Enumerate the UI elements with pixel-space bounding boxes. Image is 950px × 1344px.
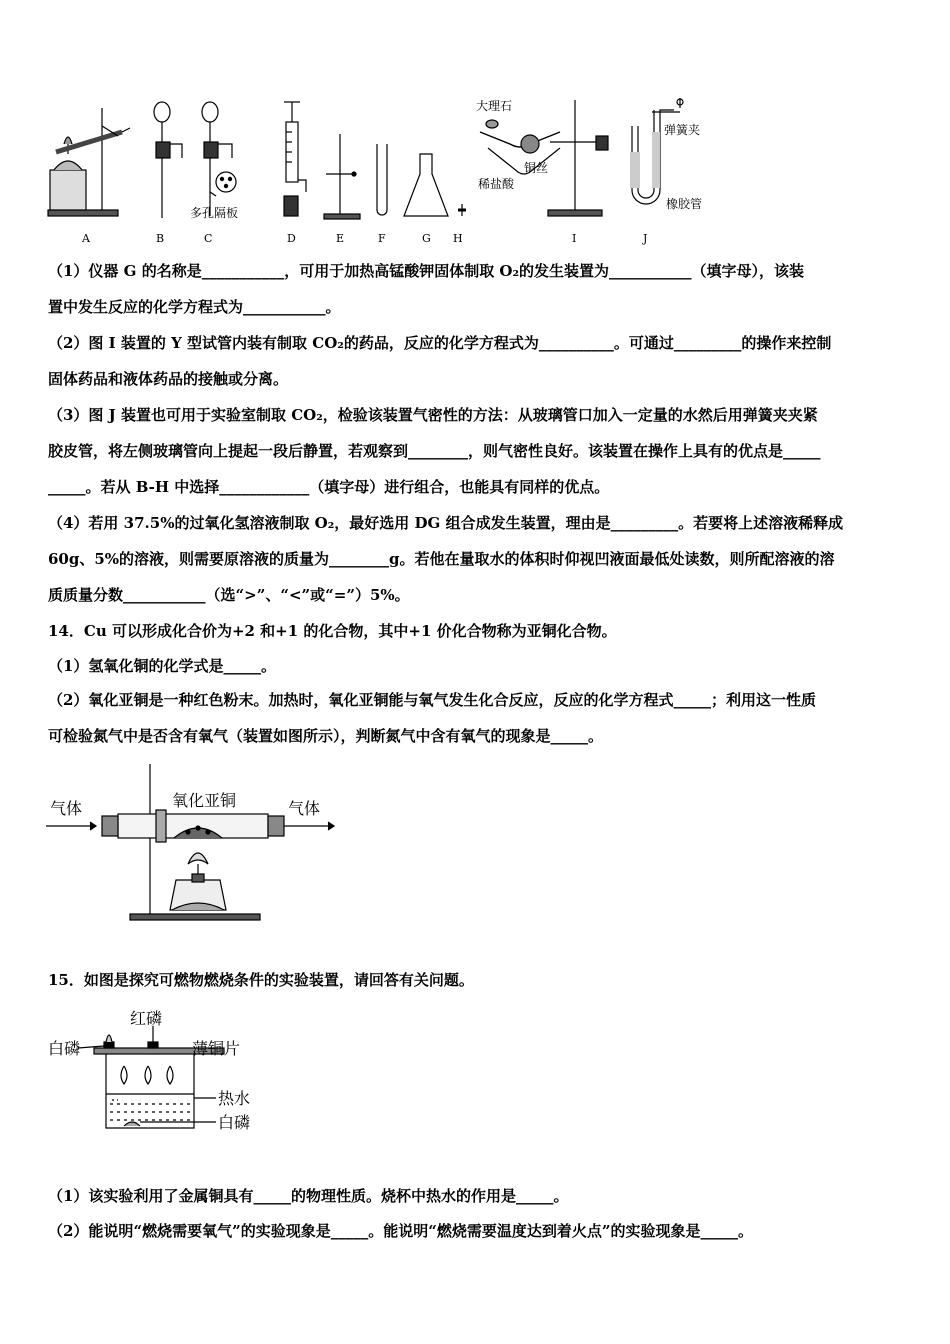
apparatus-g [404,154,448,216]
q13-part3-line2: 胶皮管，将左侧玻璃管向上提起一段后静置，若观察到________，则气密性良好。该装置在操作上具有的优点是_____ [48,442,821,460]
label-j: J [643,232,648,245]
label-d: D [287,232,296,245]
q15-part1: （1）该实验利用了金属铜具有_____的物理性质。烧杯中热水的作用是_____。 [48,1187,569,1205]
label-g: G [422,232,431,245]
q13-part4-line2: 60g、5%的溶液，则需要原溶液的质量为________g。若他在量取水的体积时仰视凹液面最低处读数，则所配溶液的溶 [48,550,835,568]
label-i: I [572,232,577,245]
q13-part1-line1: （1）仪器 G 的名称是___________，可用于加热高锰酸钾固体制取 O₂的发生装置为___________（填字母），该装 [48,262,805,280]
label-c: C [204,232,213,245]
label-spring-clip: 弹簧夹 [664,123,701,137]
q13-part2-line2: 固体药品和液体药品的接触或分离。 [48,370,289,388]
q13-part4-line1: （4）若用 37.5%的过氧化氢溶液制取 O₂，最好选用 DG 组合成发生装置，理由是_________。若要将上述溶液稀释成 [48,514,844,532]
label-dilute-hcl: 稀盐酸 [478,177,515,191]
q13-part3-line1: （3）图 J 装置也可用于实验室制取 CO₂，检验该装置气密性的方法：从玻璃管口加入一定量的水然后用弹簧夹夹紧 [48,406,818,424]
q13-part1-line2: 置中发生反应的化学方程式为___________。 [48,298,341,316]
q15-part2: （2）能说明“燃烧需要氧气”的实验现象是_____。能说明“燃烧需要温度达到着火点”的实验现象是_____。 [48,1222,753,1240]
hot-water-label: 热水 [218,1089,251,1108]
label-rubber-tube: 橡胶管 [666,197,703,211]
q13-part2-line1: （2）图 I 装置的 Y 型试管内装有制取 CO₂的药品，反应的化学方程式为__________。可通过_________的操作来控制 [48,334,832,352]
apparatus-figure [40,92,740,254]
white-phosphorus-water-label: 白磷 [218,1113,251,1132]
q13-part4-line3: 质质量分数___________（选“>”、“<”或“=”）5%。 [48,586,410,604]
q14-stem: 14．Cu 可以形成化合价为+2 和+1 的化合物，其中+1 价化合物称为亚铜化合物。 [48,622,617,640]
label-porous-plate: 多孔隔板 [190,206,239,220]
cu2o-apparatus-figure [44,760,344,930]
label-a: A [82,232,90,245]
apparatus-a [48,108,130,216]
label-e: E [336,232,345,245]
copper-sheet-label: 薄铜片 [192,1039,241,1058]
label-copper-wire: 铜丝 [524,161,549,175]
white-phosphorus-top-label: 白磷 [48,1039,81,1058]
q14-part2-line1: （2）氧化亚铜是一种红色粉末。加热时，氧化亚铜能与氧气发生化合反应，反应的化学方程式_____；利用这一性质 [48,691,816,709]
label-marble: 大理石 [476,99,513,113]
apparatus-j [630,98,683,204]
combustion-apparatus-figure [44,1004,264,1144]
q13-part3-line3: _____。若从 B-H 中选择____________（填字母）进行组合，也能具有同样的优点。 [48,478,610,496]
apparatus-d [284,102,306,216]
label-f: F [378,232,386,245]
apparatus-h [458,204,466,216]
q14-part1: （1）氢氧化铜的化学式是_____。 [48,657,276,675]
gas-in-label: 气体 [50,799,83,818]
red-phosphorus-label: 红磷 [130,1009,163,1028]
q14-part2-line2: 可检验氮气中是否含有氧气（装置如图所示），判断氮气中含有氧气的现象是_____。 [48,727,604,745]
apparatus-c [202,102,236,216]
cu2o-label: 氧化亚铜 [172,791,237,810]
apparatus-f [377,144,387,215]
apparatus-e [324,134,360,219]
apparatus-b [154,102,182,218]
label-h: H [453,232,463,245]
gas-out-label: 气体 [288,799,321,818]
apparatus-i [480,100,608,216]
label-b: B [156,232,165,245]
q15-stem: 15．如图是探究可燃物燃烧条件的实验装置，请回答有关问题。 [48,971,474,989]
